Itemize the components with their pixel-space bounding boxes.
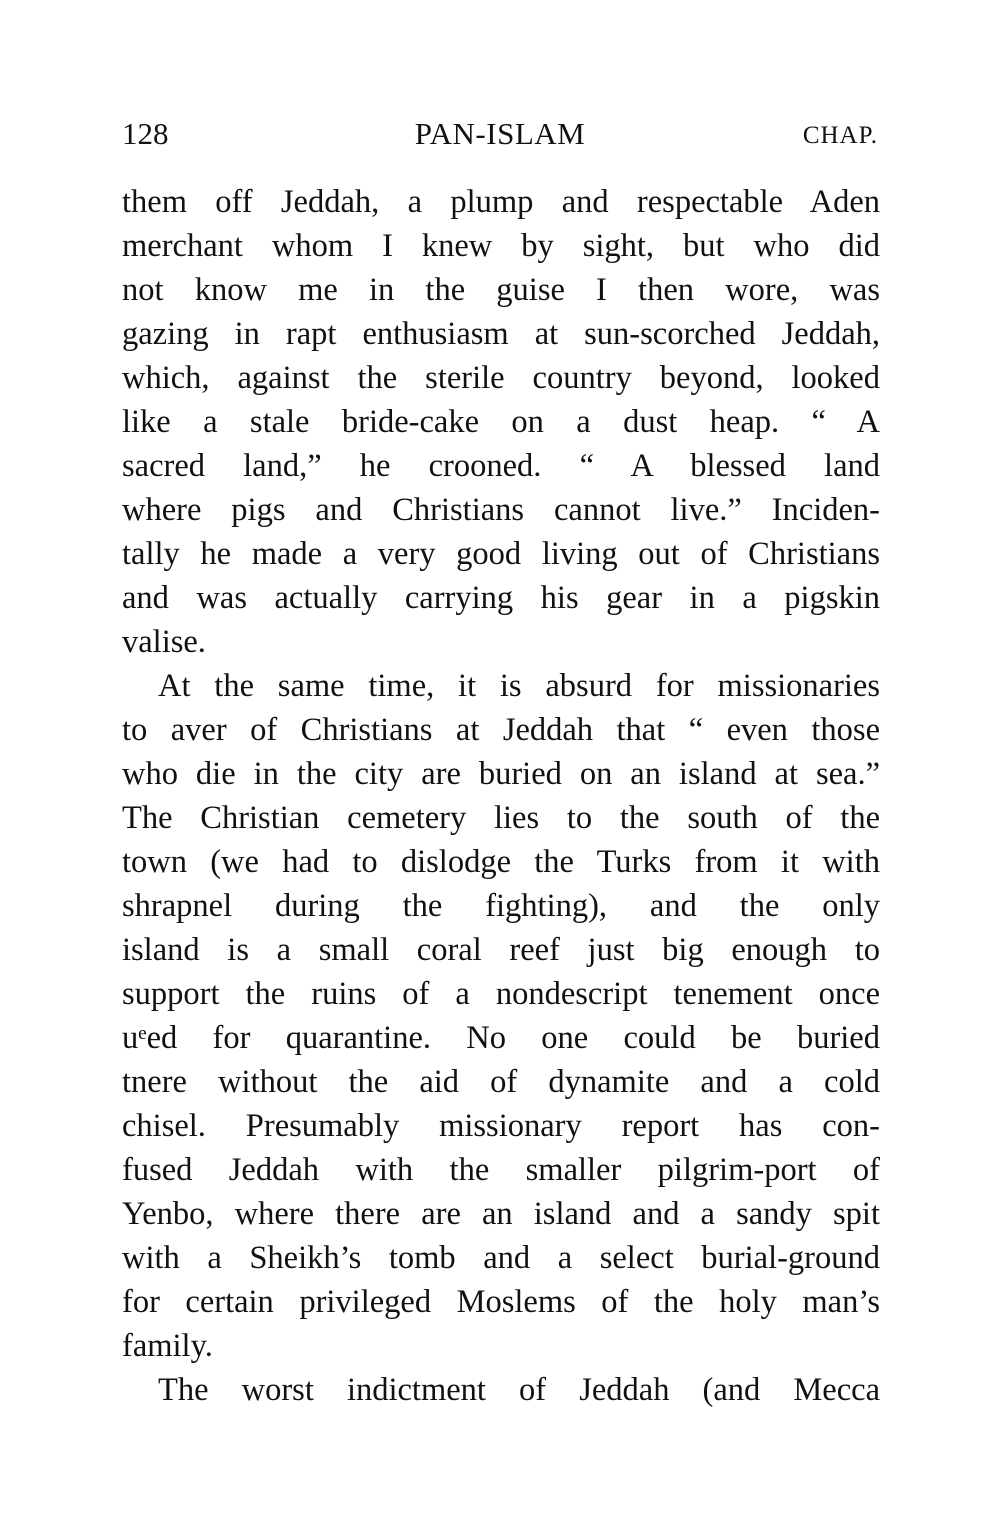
text-line: to aver of Christians at Jeddah that “ even those <box>122 712 880 748</box>
paragraph-start-line: The worst indictment of Jeddah (and Mecca <box>158 1372 880 1408</box>
text-line: fused Jeddah with the smaller pilgrim-port of <box>122 1152 880 1188</box>
text-line: which, against the sterile country beyond, looked <box>122 360 880 396</box>
text-line: shrapnel during the fighting), and the only <box>122 888 880 924</box>
running-title: PAN-ISLAM <box>414 116 586 151</box>
text-line: them off Jeddah, a plump and respectable Aden <box>122 184 880 220</box>
text-line: not know me in the guise I then wore, was <box>122 272 880 308</box>
text-line: and was actually carrying his gear in a pigskin <box>122 580 880 616</box>
text-line: chisel. Presumably missionary report has con- <box>122 1108 880 1144</box>
text-line: where pigs and Christians cannot live.” Inciden- <box>122 492 880 528</box>
text-line: town (we had to dislodge the Turks from it with <box>122 844 880 880</box>
text-line: tally he made a very good living out of Christians <box>122 536 880 572</box>
text-line: for certain privileged Moslems of the holy man’s <box>122 1284 880 1320</box>
text-line: like a stale bride-cake on a dust heap. “ A <box>122 404 880 440</box>
text-line: The Christian cemetery lies to the south of the <box>122 800 880 836</box>
text-line: with a Sheikh’s tomb and a select burial-ground <box>122 1240 880 1276</box>
text-line: Yenbo, where there are an island and a sandy spit <box>122 1196 880 1232</box>
running-head <box>122 112 878 156</box>
page-number: 128 <box>122 116 169 151</box>
text-line: who die in the city are buried on an island at sea.” <box>122 756 880 792</box>
body-text <box>122 180 880 1412</box>
text-line: sacred land,” he crooned. “ A blessed land <box>122 448 880 484</box>
text-line: support the ruins of a nondescript tenement once <box>122 976 880 1012</box>
paragraph-start-line: At the same time, it is absurd for missionaries <box>158 668 880 704</box>
text-line: tnere without the aid of dynamite and a cold <box>122 1064 880 1100</box>
text-line: island is a small coral reef just big enough to <box>122 932 880 968</box>
text-line: valise. <box>122 624 206 660</box>
text-line: merchant whom I knew by sight, but who did <box>122 228 880 264</box>
text-line: gazing in rapt enthusiasm at sun-scorched Jeddah, <box>122 316 880 352</box>
text-line: family. <box>122 1328 213 1364</box>
chapter-label: CHAP. <box>802 122 878 149</box>
text-line: uᵉed for quarantine. No one could be buried <box>122 1020 880 1056</box>
